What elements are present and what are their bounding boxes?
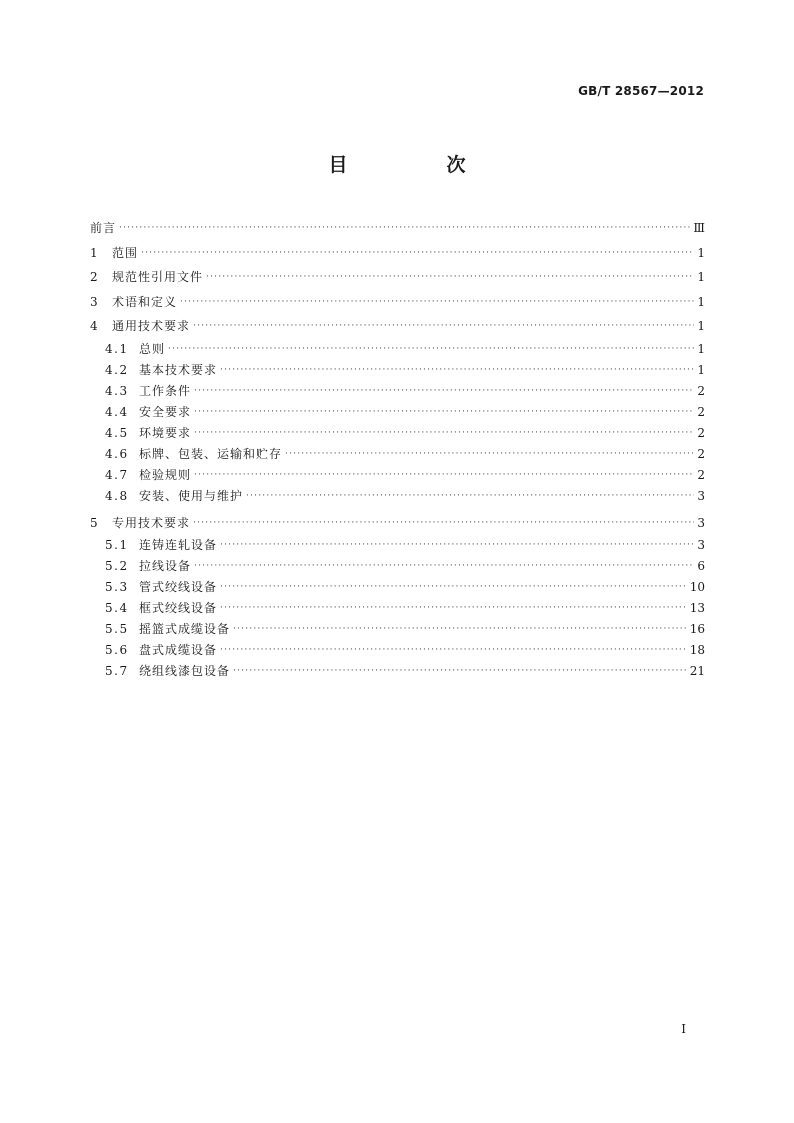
toc-entry-page: 13 xyxy=(689,601,705,615)
toc-entry-number: 5.6 xyxy=(105,643,129,657)
dot-leader xyxy=(285,444,694,465)
dot-leader xyxy=(194,402,694,423)
toc-entry-5-5[interactable] xyxy=(90,619,705,640)
toc-entry-4-1[interactable] xyxy=(90,339,705,360)
toc-entry-label: 范围 xyxy=(112,245,139,260)
dot-leader xyxy=(220,360,694,381)
toc-entry-page: 21 xyxy=(689,664,705,678)
toc-entry-number: 5 xyxy=(90,515,100,530)
dot-leader xyxy=(119,216,690,241)
toc-entry-label: 标牌、包装、运输和贮存 xyxy=(139,446,283,461)
toc-entry-number: 5.4 xyxy=(105,601,129,615)
toc-entry-page: 1 xyxy=(697,270,705,284)
dot-leader xyxy=(220,640,687,661)
dot-leader xyxy=(220,535,694,556)
toc-entry-page: 1 xyxy=(697,294,705,309)
toc-entry-number: 4.8 xyxy=(105,488,129,503)
toc-entry-label: 管式绞线设备 xyxy=(139,580,218,594)
toc-entry-4[interactable] xyxy=(90,314,705,339)
toc-entry-page: 2 xyxy=(697,425,705,440)
toc-entry-number: 5.3 xyxy=(105,580,129,594)
page-title: 目 次 xyxy=(328,154,506,176)
toc-entry-foreword[interactable] xyxy=(90,216,705,241)
toc-entry-5-1[interactable] xyxy=(90,535,705,556)
toc-entry-number: 4.3 xyxy=(105,383,129,398)
toc-entry-number: 5.5 xyxy=(105,622,129,636)
toc-entry-page: 1 xyxy=(697,341,705,356)
toc-entry-2[interactable] xyxy=(90,265,705,290)
dot-leader xyxy=(220,577,687,598)
dot-leader xyxy=(233,661,687,682)
dot-leader xyxy=(246,486,694,507)
toc-entry-number: 4.1 xyxy=(105,341,129,356)
toc-entry-label: 盘式成缆设备 xyxy=(139,643,218,657)
dot-leader xyxy=(141,241,694,266)
toc-entry-label: 连铸连轧设备 xyxy=(139,538,218,552)
toc-entry-number: 4.4 xyxy=(105,404,129,419)
toc-entry-page: 3 xyxy=(697,538,705,552)
toc-entry-label: 规范性引用文件 xyxy=(112,270,204,284)
toc-entry-label: 框式绞线设备 xyxy=(139,601,218,615)
toc-entry-number: 5.1 xyxy=(105,538,129,552)
dot-leader xyxy=(194,556,694,577)
toc-entry-5-3[interactable] xyxy=(90,577,705,598)
toc-entry-number: 1 xyxy=(90,245,100,260)
dot-leader xyxy=(233,619,687,640)
toc-entry-number: 3 xyxy=(90,294,100,309)
toc-entry-label: 总则 xyxy=(139,341,166,356)
toc-entry-page: 1 xyxy=(697,362,705,377)
toc-entry-label: 拉线设备 xyxy=(139,559,192,573)
dot-leader xyxy=(194,381,694,402)
toc-entry-4-6[interactable] xyxy=(90,444,705,465)
toc-entry-page: 2 xyxy=(697,383,705,398)
dot-leader xyxy=(194,465,694,486)
toc-entry-4-4[interactable] xyxy=(90,402,705,423)
table-of-contents xyxy=(90,216,705,682)
toc-entry-4-5[interactable] xyxy=(90,423,705,444)
toc-entry-number: 2 xyxy=(90,270,100,284)
toc-entry-4-2[interactable] xyxy=(90,360,705,381)
toc-entry-5-2[interactable] xyxy=(90,556,705,577)
toc-entry-number: 4.2 xyxy=(105,362,129,377)
toc-entry-page: 10 xyxy=(689,580,705,594)
toc-entry-number: 4.5 xyxy=(105,425,129,440)
dot-leader xyxy=(168,339,694,360)
toc-entry-page: 2 xyxy=(697,467,705,482)
toc-entry-page: 2 xyxy=(697,404,705,419)
toc-entry-label: 安全要求 xyxy=(139,404,192,419)
toc-entry-label: 摇篮式成缆设备 xyxy=(139,622,231,636)
dot-leader xyxy=(194,423,694,444)
toc-entry-label: 安装、使用与维护 xyxy=(139,488,244,503)
toc-entry-page: 16 xyxy=(689,622,705,636)
toc-entry-4-3[interactable] xyxy=(90,381,705,402)
dot-leader xyxy=(193,314,694,339)
toc-entry-label: 专用技术要求 xyxy=(112,515,191,530)
toc-entry-page: 2 xyxy=(697,446,705,461)
toc-entry-label: 工作条件 xyxy=(139,383,192,398)
toc-entry-page: 1 xyxy=(697,245,705,260)
standard-code: GB/T 28567—2012 xyxy=(578,84,704,98)
toc-entry-number: 5.2 xyxy=(105,559,129,573)
toc-entry-label: 检验规则 xyxy=(139,467,192,482)
toc-entry-number: 4.6 xyxy=(105,446,129,461)
dot-leader xyxy=(193,511,694,536)
toc-entry-page: 18 xyxy=(689,643,705,657)
toc-entry-number: 4.7 xyxy=(105,467,129,482)
toc-entry-5-4[interactable] xyxy=(90,598,705,619)
toc-entry-4-8[interactable] xyxy=(90,486,705,507)
toc-entry-label: 环境要求 xyxy=(139,425,192,440)
toc-entry-number: 5.7 xyxy=(105,664,129,678)
toc-entry-label: 基本技术要求 xyxy=(139,362,218,377)
toc-entry-1[interactable] xyxy=(90,241,705,266)
toc-entry-label: 术语和定义 xyxy=(112,294,178,309)
dot-leader xyxy=(206,265,694,290)
toc-entry-page: 3 xyxy=(697,488,705,503)
toc-entry-5-6[interactable] xyxy=(90,640,705,661)
toc-entry-page: 1 xyxy=(697,319,705,333)
toc-entry-3[interactable] xyxy=(90,290,705,315)
dot-leader xyxy=(180,290,694,315)
toc-entry-page: Ⅲ xyxy=(693,221,705,235)
toc-entry-4-7[interactable] xyxy=(90,465,705,486)
toc-entry-label: 通用技术要求 xyxy=(112,319,191,333)
page-number: I xyxy=(681,1022,686,1036)
toc-entry-page: 6 xyxy=(697,559,705,573)
toc-entry-label: 绕组线漆包设备 xyxy=(139,664,231,678)
toc-entry-label: 前言 xyxy=(90,221,117,235)
toc-entry-5[interactable] xyxy=(90,511,705,536)
dot-leader xyxy=(220,598,687,619)
toc-entry-page: 3 xyxy=(697,515,705,530)
toc-entry-number: 4 xyxy=(90,319,100,333)
toc-entry-5-7[interactable] xyxy=(90,661,705,682)
